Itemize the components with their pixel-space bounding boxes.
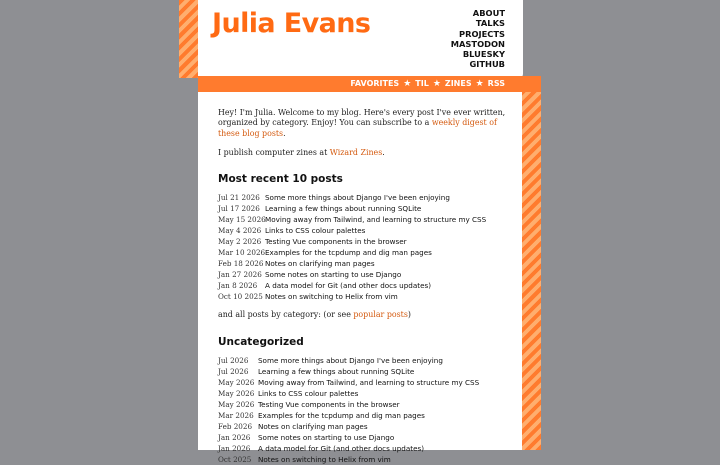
left-decorative-stripe xyxy=(179,0,199,78)
nav-mastodon-link[interactable]: MASTODON xyxy=(450,38,505,49)
post-date: May 2026 xyxy=(218,399,255,409)
recent-posts-heading: Most recent 10 posts xyxy=(218,172,343,185)
recent-post-row xyxy=(218,291,508,302)
uncategorized-post-row xyxy=(218,443,508,454)
post-date: Feb 2026 xyxy=(218,421,253,431)
star-icon: ★ xyxy=(403,79,412,89)
post-date: Jul 17 2026 xyxy=(218,203,260,213)
zines-paragraph xyxy=(218,148,508,158)
nav-about-link[interactable]: ABOUT xyxy=(472,8,505,18)
post-date: May 2026 xyxy=(218,388,255,398)
post-title-link[interactable]: Some notes on starting to use Django xyxy=(265,269,402,279)
post-date: Jul 2026 xyxy=(218,366,249,376)
uncategorized-post-row xyxy=(218,454,508,465)
nav-til-link[interactable]: TIL xyxy=(415,79,429,88)
post-date: May 15 2026 xyxy=(218,214,266,224)
nav-bluesky-link[interactable]: BLUESKY xyxy=(462,49,505,60)
orange-nav-bar xyxy=(198,76,541,92)
intro-text: Hey! I'm Julia. Welcome to my blog. Here's every post I've ever written, organized by category. Enjoy! You can subscribe to a xyxy=(218,108,506,128)
post-date: May 4 2026 xyxy=(218,225,262,235)
post-title-link[interactable]: Testing Vue components in the browser xyxy=(265,236,407,246)
all-posts-line xyxy=(218,309,508,320)
recent-post-row xyxy=(218,214,508,225)
intro-end: . xyxy=(283,128,286,138)
nav-talks-link[interactable]: TALKS xyxy=(475,18,505,29)
wizard-zines-link[interactable]: Wizard Zines xyxy=(329,148,383,158)
uncategorized-post-row xyxy=(218,355,508,366)
post-date: May 2 2026 xyxy=(218,236,262,246)
all-posts-text: and all posts by category: (or see xyxy=(218,309,354,319)
post-date: Jul 2026 xyxy=(218,355,249,365)
post-date: Jan 2026 xyxy=(218,432,251,442)
post-title-link[interactable]: Testing Vue components in the browser xyxy=(258,399,400,409)
uncategorized-post-row xyxy=(218,432,508,443)
post-title-link[interactable]: Some more things about Django I've been enjoying xyxy=(258,355,443,365)
post-title-link[interactable]: Moving away from Tailwind, and learning to structure my CSS xyxy=(258,377,480,387)
recent-post-row xyxy=(218,280,508,291)
intro-paragraph xyxy=(218,108,508,139)
top-nav xyxy=(451,8,505,70)
uncategorized-post-row xyxy=(218,388,508,399)
post-title-link[interactable]: Notes on switching to Helix from vim xyxy=(265,291,398,301)
zines-end: . xyxy=(382,148,385,158)
post-title-link[interactable]: A data model for Git (and other docs updates) xyxy=(265,280,432,290)
nav-rss-link[interactable]: RSS xyxy=(487,79,505,88)
post-title-link[interactable]: Notes on clarifying man pages xyxy=(258,421,368,431)
post-date: Mar 2026 xyxy=(218,410,254,420)
post-title-link[interactable]: Links to CSS colour palettes xyxy=(265,225,366,235)
post-title-link[interactable]: Notes on switching to Helix from vim xyxy=(258,454,391,464)
site-title-link[interactable]: Julia Evans xyxy=(212,8,371,39)
uncategorized-heading: Uncategorized xyxy=(218,335,304,348)
post-title-link[interactable]: Learning a few things about running SQLite xyxy=(265,203,422,213)
recent-post-row xyxy=(218,236,508,247)
uncategorized-posts-list xyxy=(218,355,508,465)
post-title-link[interactable]: Learning a few things about running SQLite xyxy=(258,366,415,376)
site-header xyxy=(198,0,523,78)
star-icon: ★ xyxy=(475,79,484,89)
recent-posts-list xyxy=(218,192,508,302)
recent-post-row xyxy=(218,247,508,258)
nav-favorites-link[interactable]: FAVORITES xyxy=(350,79,400,88)
post-date: Feb 18 2026 xyxy=(218,258,264,268)
post-title-link[interactable]: A data model for Git (and other docs updates) xyxy=(258,443,425,453)
post-title-link[interactable]: Some more things about Django I've been enjoying xyxy=(265,192,450,202)
post-date: May 2026 xyxy=(218,377,255,387)
post-date: Jan 8 2026 xyxy=(218,280,258,290)
recent-post-row xyxy=(218,258,508,269)
zines-text: I publish computer zines at xyxy=(218,148,330,158)
main-content xyxy=(198,92,522,464)
uncategorized-post-row xyxy=(218,410,508,421)
post-title-link[interactable]: Notes on clarifying man pages xyxy=(265,258,375,268)
post-title-link[interactable]: Moving away from Tailwind, and learning to structure my CSS xyxy=(265,214,487,224)
recent-post-row xyxy=(218,203,508,214)
weekly-digest-link[interactable]: weekly digest of these blog posts xyxy=(218,118,497,138)
recent-post-row xyxy=(218,269,508,280)
all-posts-end: ) xyxy=(407,309,411,319)
post-title-link[interactable]: Examples for the tcpdump and dig man pages xyxy=(265,247,432,257)
uncategorized-post-row xyxy=(218,377,508,388)
post-date: Oct 10 2025 xyxy=(218,291,263,301)
uncategorized-post-row xyxy=(218,366,508,377)
nav-zines-link[interactable]: ZINES xyxy=(444,79,472,88)
post-date: Jul 21 2026 xyxy=(218,192,260,202)
post-date: Jan 27 2026 xyxy=(218,269,262,279)
nav-projects-link[interactable]: PROJECTS xyxy=(458,28,505,39)
post-date: Oct 2025 xyxy=(218,454,252,464)
uncategorized-post-row xyxy=(218,399,508,410)
secondary-nav xyxy=(350,79,505,89)
star-icon: ★ xyxy=(432,79,441,89)
right-decorative-stripe xyxy=(522,90,541,450)
post-date: Jan 2026 xyxy=(218,443,251,453)
popular-posts-link[interactable]: popular posts xyxy=(353,309,408,319)
nav-github-link[interactable]: GITHUB xyxy=(469,59,505,70)
post-date: Mar 10 2026 xyxy=(218,247,266,257)
post-title-link[interactable]: Examples for the tcpdump and dig man pages xyxy=(258,410,425,420)
recent-post-row xyxy=(218,192,508,203)
recent-post-row xyxy=(218,225,508,236)
uncategorized-post-row xyxy=(218,421,508,432)
post-title-link[interactable]: Links to CSS colour palettes xyxy=(258,388,359,398)
post-title-link[interactable]: Some notes on starting to use Django xyxy=(258,432,395,442)
